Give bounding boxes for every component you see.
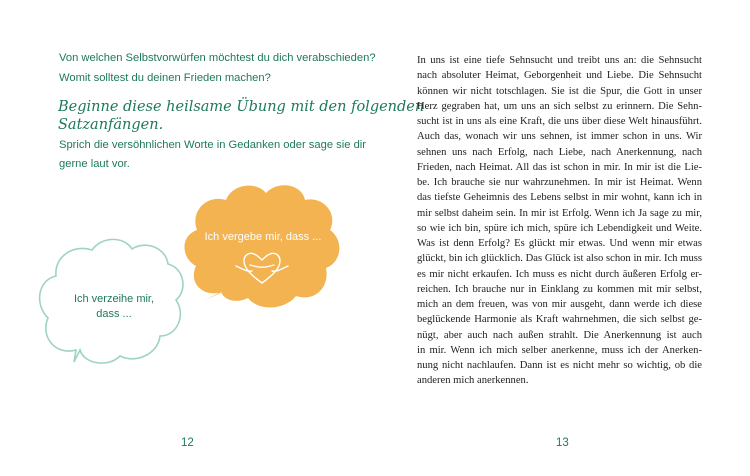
body-text-line: das tiefste Geheimnis des Lebens selbst in mir wohnt, kann ich in: [417, 192, 702, 204]
question-line-1: Von welchen Selbstvorwürfen möchtest du dich verabschieden?: [59, 52, 376, 64]
body-text-line: mir selbst daheim sein. In mir ist Erfolg. Wenn ich Ja sage zu mir,: [417, 207, 702, 219]
body-text-line: beglückende Harmonie als Kraft wahrnehmen, die sich selbst ge-: [417, 314, 702, 326]
body-text-line: Was ist denn Erfolg? Es glückt mir etwas. Und wenn mir etwas: [417, 238, 702, 249]
page-number-right: 13: [556, 437, 569, 449]
body-text-line: anderen mich anerkennen.: [417, 375, 529, 387]
outline-bubble-text-line-1: Ich verzeihe mir,: [73, 293, 155, 305]
body-text-line: glückt, bin ich glücklich. Das Glück ist also schon in mir. Ich muss: [417, 253, 702, 265]
body-text-line: es mir nicht erkaufen. Ich muss es nicht durch äußeren Erfolg er-: [417, 268, 702, 280]
orange-bubble-text: Ich vergebe mir, dass ...: [204, 231, 322, 243]
body-text-line: Frieden, nach Heimat. All das ist schon in mir. In mir ist die Lie-: [417, 161, 702, 173]
body-text-line: Herz gegraben hat, um uns an sich selbst zu erinnern. Die Sehn-: [417, 100, 702, 112]
body-text-line: in mir. Wenn ich mich selber anerkenne, muss ich der Anerken-: [417, 344, 702, 356]
script-heading-line-2: Satzanfängen.: [58, 117, 164, 133]
page-number-left: 12: [181, 437, 194, 449]
body-text-line: so wie ich bin, spüre ich mich, spüre ich Lebendigkeit und Weite.: [417, 222, 702, 234]
instruction-line-1: Sprich die versöhnlichen Worte in Gedanken oder sage sie dir: [59, 139, 367, 151]
instruction-line-2: gerne laut vor.: [59, 158, 130, 170]
body-text-line: nügt, aber auch nach außen strahlt. Die Anerkennung ist auch: [417, 329, 702, 341]
body-text-line: können wir nicht totschlagen. Sie ist die Spur, die Gott in unser: [417, 85, 702, 97]
body-text-line: Auch das, wonach wir uns sehnen, ist immer schon in uns. Wir: [417, 131, 702, 143]
body-text-line: sehnen uns nach Erfolg, nach Liebe, nach Anerkennung, nach: [417, 146, 702, 158]
body-text-line: nach absoluter Heimat, Geborgenheit und Liebe. Die Sehnsucht: [417, 70, 702, 82]
script-heading-line-1: Beginne diese heilsame Übung mit den folgenden: [58, 99, 425, 115]
body-text-line: be. Ich brauche sie nur wahrzunehmen. In mir ist Heimat. Wenn: [417, 177, 702, 188]
body-text-line: nung nicht nachlaufen. Dann ist es nicht mehr so wichtig, ob die: [417, 360, 702, 371]
body-text-line: reichen. Ich brauche nur in Einklang zu kommen mit mir selbst,: [417, 283, 702, 295]
body-text: [417, 53, 702, 389]
question-line-2: Womit solltest du deinen Frieden machen?: [59, 72, 271, 84]
body-text-line: In uns ist eine tiefe Sehnsucht und treibt uns an: die Sehnsucht: [417, 55, 702, 66]
outline-bubble-text-line-2: dass ...: [96, 308, 132, 320]
orange-speech-bubble: [185, 185, 340, 307]
body-text-line: mich an dem freuen, was von mir ausgeht, dann werde ich diese: [417, 299, 702, 310]
body-text-line: sucht ist in uns als eine Kraft, die uns über diese Welt hinausführt.: [417, 116, 702, 127]
